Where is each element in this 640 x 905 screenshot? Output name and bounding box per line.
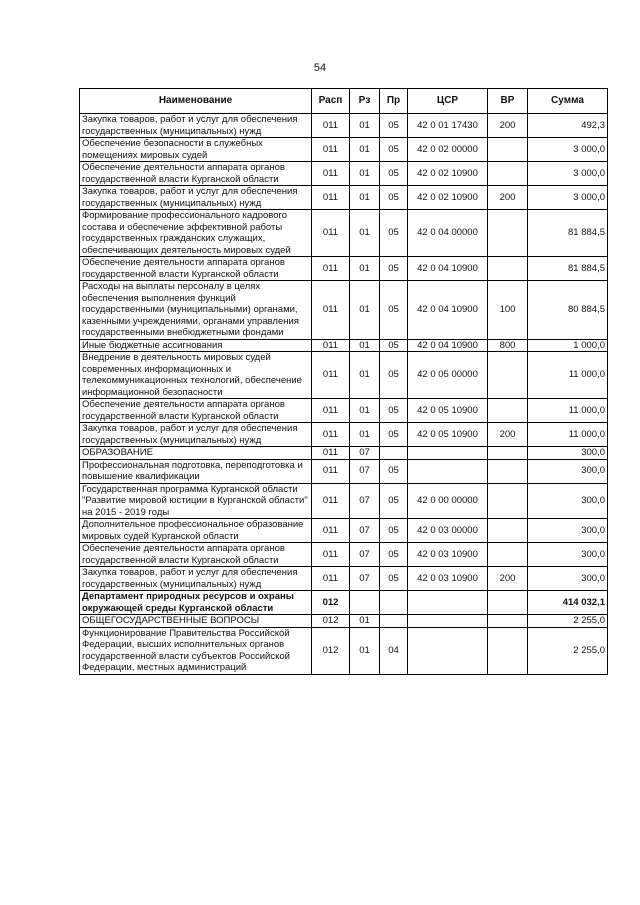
cell-rz: 01 — [350, 138, 380, 162]
table-row — [80, 447, 608, 460]
cell-name: Расходы на выплаты персоналу в целях обеспечения выполнения функций государственными (муниципальными) органами, казенными учреждениями, органами управления государственными внебюджетными фондами — [80, 281, 312, 340]
budget-table — [79, 88, 608, 675]
cell-vr: 200 — [488, 567, 528, 591]
cell-csr: 42 0 00 00000 — [408, 483, 488, 519]
cell-sum: 3 000,0 — [528, 162, 608, 186]
cell-vr — [488, 257, 528, 281]
cell-pr: 05 — [380, 543, 408, 567]
cell-rz: 07 — [350, 543, 380, 567]
cell-vr — [488, 138, 528, 162]
cell-pr: 05 — [380, 483, 408, 519]
table-row — [80, 210, 608, 257]
table-body — [80, 114, 608, 675]
header-vr: ВР — [488, 89, 528, 114]
cell-pr: 05 — [380, 399, 408, 423]
cell-name: ОБЩЕГОСУДАРСТВЕННЫЕ ВОПРОСЫ — [80, 615, 312, 628]
table-row — [80, 459, 608, 483]
cell-sum: 11 000,0 — [528, 423, 608, 447]
cell-name: Обеспечение деятельности аппарата органов государственной власти Курганской области — [80, 162, 312, 186]
cell-name: Закупка товаров, работ и услуг для обеспечения государственных (муниципальных) нужд — [80, 423, 312, 447]
cell-vr — [488, 483, 528, 519]
header-pr: Пр — [380, 89, 408, 114]
cell-vr — [488, 519, 528, 543]
cell-rasp: 011 — [312, 186, 350, 210]
cell-csr: 42 0 02 00000 — [408, 138, 488, 162]
page-number: 54 — [313, 62, 327, 74]
cell-name: Дополнительное профессиональное образование мировых судей Курганской области — [80, 519, 312, 543]
cell-rz: 01 — [350, 186, 380, 210]
cell-rz: 07 — [350, 459, 380, 483]
cell-csr — [408, 591, 488, 615]
cell-csr: 42 0 01 17430 — [408, 114, 488, 138]
cell-name: ОБРАЗОВАНИЕ — [80, 447, 312, 460]
cell-name: Закупка товаров, работ и услуг для обеспечения государственных (муниципальных) нужд — [80, 114, 312, 138]
cell-vr — [488, 543, 528, 567]
cell-vr — [488, 210, 528, 257]
cell-rz: 01 — [350, 210, 380, 257]
cell-rz: 01 — [350, 627, 380, 674]
cell-csr: 42 0 04 10900 — [408, 257, 488, 281]
cell-rz — [350, 591, 380, 615]
cell-pr: 05 — [380, 114, 408, 138]
cell-rasp: 011 — [312, 162, 350, 186]
header-rasp: Расп — [312, 89, 350, 114]
cell-csr: 42 0 03 10900 — [408, 543, 488, 567]
cell-pr: 05 — [380, 567, 408, 591]
cell-sum: 300,0 — [528, 459, 608, 483]
cell-csr: 42 0 05 10900 — [408, 399, 488, 423]
cell-pr: 05 — [380, 162, 408, 186]
table-row — [80, 339, 608, 352]
cell-rasp: 011 — [312, 138, 350, 162]
cell-rz: 07 — [350, 519, 380, 543]
cell-rz: 01 — [350, 114, 380, 138]
cell-rasp: 011 — [312, 459, 350, 483]
cell-rz: 01 — [350, 257, 380, 281]
cell-rasp: 011 — [312, 352, 350, 399]
cell-name: Закупка товаров, работ и услуг для обеспечения государственных (муниципальных) нужд — [80, 186, 312, 210]
cell-pr: 05 — [380, 281, 408, 340]
cell-csr — [408, 615, 488, 628]
cell-rasp: 011 — [312, 519, 350, 543]
cell-vr — [488, 399, 528, 423]
cell-pr: 05 — [380, 352, 408, 399]
cell-sum: 11 000,0 — [528, 352, 608, 399]
header-name: Наименование — [80, 89, 312, 114]
cell-csr: 42 0 04 00000 — [408, 210, 488, 257]
cell-rz: 01 — [350, 352, 380, 399]
cell-sum: 300,0 — [528, 543, 608, 567]
cell-pr: 05 — [380, 339, 408, 352]
cell-vr — [488, 447, 528, 460]
table-row — [80, 543, 608, 567]
table-row — [80, 138, 608, 162]
cell-csr — [408, 459, 488, 483]
cell-vr: 100 — [488, 281, 528, 340]
cell-csr: 42 0 03 10900 — [408, 567, 488, 591]
cell-csr — [408, 447, 488, 460]
cell-rz: 01 — [350, 615, 380, 628]
cell-vr: 200 — [488, 423, 528, 447]
cell-sum: 80 884,5 — [528, 281, 608, 340]
cell-sum: 2 255,0 — [528, 627, 608, 674]
cell-pr — [380, 447, 408, 460]
header-rz: Рз — [350, 89, 380, 114]
cell-csr: 42 0 04 10900 — [408, 281, 488, 340]
cell-pr: 04 — [380, 627, 408, 674]
cell-vr — [488, 615, 528, 628]
cell-rz: 01 — [350, 281, 380, 340]
header-csr: ЦСР — [408, 89, 488, 114]
cell-pr: 05 — [380, 423, 408, 447]
cell-rasp: 012 — [312, 615, 350, 628]
cell-name: Обеспечение деятельности аппарата органов государственной власти Курганской области — [80, 399, 312, 423]
cell-name: Обеспечение деятельности аппарата органов государственной власти Курганской области — [80, 543, 312, 567]
cell-sum: 3 000,0 — [528, 138, 608, 162]
cell-rz: 07 — [350, 447, 380, 460]
cell-rasp: 011 — [312, 543, 350, 567]
cell-sum: 11 000,0 — [528, 399, 608, 423]
cell-vr: 200 — [488, 114, 528, 138]
cell-rz: 01 — [350, 339, 380, 352]
cell-sum: 81 884,5 — [528, 210, 608, 257]
cell-rasp: 011 — [312, 339, 350, 352]
cell-sum: 300,0 — [528, 447, 608, 460]
table-row — [80, 567, 608, 591]
cell-rz: 07 — [350, 567, 380, 591]
table-row — [80, 423, 608, 447]
cell-name: Внедрение в деятельность мировых судей современных информационных и телекоммуникационных технологий, обеспечение информационной безопасности — [80, 352, 312, 399]
header-sum: Сумма — [528, 89, 608, 114]
cell-rasp: 011 — [312, 281, 350, 340]
table-row — [80, 257, 608, 281]
cell-rz: 07 — [350, 483, 380, 519]
cell-pr: 05 — [380, 257, 408, 281]
cell-sum: 492,3 — [528, 114, 608, 138]
table-row — [80, 186, 608, 210]
cell-name: Профессиональная подготовка, переподготовка и повышение квалификации — [80, 459, 312, 483]
cell-csr: 42 0 05 10900 — [408, 423, 488, 447]
cell-rz: 01 — [350, 423, 380, 447]
table-header-row — [80, 89, 608, 114]
cell-rasp: 012 — [312, 591, 350, 615]
table-row — [80, 627, 608, 674]
table-row — [80, 162, 608, 186]
cell-vr — [488, 459, 528, 483]
cell-csr — [408, 627, 488, 674]
cell-sum: 300,0 — [528, 519, 608, 543]
cell-name: Закупка товаров, работ и услуг для обеспечения государственных (муниципальных) нужд — [80, 567, 312, 591]
cell-sum: 2 255,0 — [528, 615, 608, 628]
cell-name: Формирование профессионального кадрового состава и обеспечение эффективной работы государственных гражданских служащих, обеспечивающих деятельность мировых судей — [80, 210, 312, 257]
cell-rasp: 011 — [312, 114, 350, 138]
cell-name: Иные бюджетные ассигнования — [80, 339, 312, 352]
table-row — [80, 483, 608, 519]
cell-rz: 01 — [350, 399, 380, 423]
table-row — [80, 399, 608, 423]
cell-csr: 42 0 02 10900 — [408, 162, 488, 186]
cell-pr — [380, 591, 408, 615]
cell-vr — [488, 627, 528, 674]
cell-vr — [488, 352, 528, 399]
cell-sum: 414 032,1 — [528, 591, 608, 615]
table-row — [80, 591, 608, 615]
cell-pr: 05 — [380, 210, 408, 257]
cell-pr: 05 — [380, 459, 408, 483]
cell-sum: 1 000,0 — [528, 339, 608, 352]
cell-vr: 800 — [488, 339, 528, 352]
table-row — [80, 519, 608, 543]
cell-rasp: 011 — [312, 257, 350, 281]
cell-pr: 05 — [380, 186, 408, 210]
cell-rasp: 011 — [312, 483, 350, 519]
cell-pr: 05 — [380, 138, 408, 162]
cell-name: Функционирование Правительства Российской Федерации, высших исполнительных органов государственной власти субъектов Российской Федерации, местных администраций — [80, 627, 312, 674]
cell-sum: 3 000,0 — [528, 186, 608, 210]
cell-pr: 05 — [380, 519, 408, 543]
cell-name: Обеспечение деятельности аппарата органов государственной власти Курганской области — [80, 257, 312, 281]
cell-rasp: 011 — [312, 423, 350, 447]
cell-rasp: 011 — [312, 210, 350, 257]
cell-name: Департамент природных ресурсов и охраны окружающей среды Курганской области — [80, 591, 312, 615]
cell-vr — [488, 162, 528, 186]
cell-sum: 300,0 — [528, 483, 608, 519]
cell-sum: 81 884,5 — [528, 257, 608, 281]
cell-vr — [488, 591, 528, 615]
cell-rasp: 012 — [312, 627, 350, 674]
cell-name: Обеспечение безопасности в служебных помещениях мировых судей — [80, 138, 312, 162]
cell-csr: 42 0 02 10900 — [408, 186, 488, 210]
cell-rasp: 011 — [312, 447, 350, 460]
table-row — [80, 615, 608, 628]
table-row — [80, 114, 608, 138]
cell-sum: 300,0 — [528, 567, 608, 591]
cell-csr: 42 0 05 00000 — [408, 352, 488, 399]
cell-csr: 42 0 04 10900 — [408, 339, 488, 352]
cell-rasp: 011 — [312, 399, 350, 423]
cell-rasp: 011 — [312, 567, 350, 591]
cell-rz: 01 — [350, 162, 380, 186]
cell-csr: 42 0 03 00000 — [408, 519, 488, 543]
table-row — [80, 352, 608, 399]
cell-pr — [380, 615, 408, 628]
cell-name: Государственная программа Курганской области "Развитие мировой юстиции в Курганской области" на 2015 - 2019 годы — [80, 483, 312, 519]
table-row — [80, 281, 608, 340]
cell-vr: 200 — [488, 186, 528, 210]
